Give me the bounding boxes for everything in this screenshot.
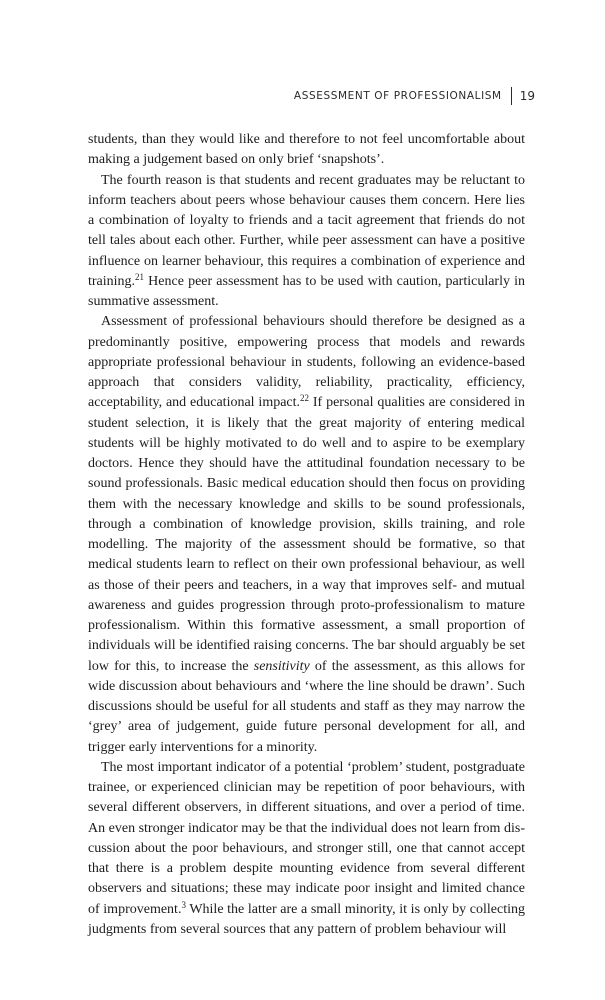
- paragraph-text: If personal qualities are considered in student selection, it is likely that the great majority of entering medical students will be highly motivated to do well and to aspire to be exemplary doctors. Hence they should have the attitudinal foundation necessary to be sound professionals. Basic medical education should then focus on providing them with the necessary knowledge and skills to be sound professionals, through a combination of knowledge provision, skills training, and role modelling. The majority of the assessment should be formative, so that medical students learn to reflect on their own professional behaviour, as well as those of their peers and teachers, in a way that improves self- and mutual awareness and guides progression through proto-professionalism to mature professionalism. Within this formative assessment, a small proportion of individuals will be identified raising concerns. The bar should arguably be set low for this, to increase the: [88, 395, 525, 674]
- paragraph-1: [88, 130, 525, 171]
- page-number: 19: [519, 89, 535, 103]
- paragraph-text: Assessment of professional behaviours should therefore be designed as a predominantly positive, empowering process that models and rewards appropriate professional behaviour in students, following an evidence-based approach that considers validity, reliability, practicality, efficiency, acceptability, and educational impact.: [88, 314, 525, 411]
- paragraph-text: While the latter are a small minority, it is only by collecting judgments from several sources that any pattern of problem behaviour will: [88, 901, 525, 937]
- running-head: [294, 86, 535, 106]
- paragraph-2: [88, 171, 525, 313]
- reference-superscript: 21: [135, 271, 145, 282]
- paragraph-text: students, than they would like and therefore to not feel uncomfortable about making a judgement based on only brief ‘snapshots’.: [88, 132, 525, 168]
- paragraph-text: of the assessment, as this allows for wide discussion about behaviours and ‘where the line should be drawn’. Such discussions should be useful for all students and staff as they may narrow the ‘grey’ area of judgement, guide future personal development for all, and trigger early interventions for a minority.: [88, 658, 526, 755]
- body-text: [88, 130, 525, 940]
- running-head-title: ASSESSMENT OF PROFESSIONALISM: [293, 90, 502, 102]
- paragraph-text: The fourth reason is that students and recent graduates may be reluctant to inform teachers about peers whose behaviour causes them concern. Here lies a combination of loyalty to friends and a tacit agreement that friends do not tell tales about each other. Further, while peer assessment can have a positive influence on learner behaviour, this requires a combination of experience and training.: [88, 172, 525, 289]
- emphasized-term: sensitivity: [253, 658, 310, 674]
- paragraph-text: Hence peer assessment has to be used with caution, particularly in summative assessment.: [88, 273, 525, 309]
- paragraph-4: [88, 758, 525, 940]
- paragraph-3: [88, 312, 525, 758]
- reference-superscript: 22: [300, 393, 310, 404]
- reference-superscript: 3: [181, 899, 186, 910]
- paragraph-text: The most important indicator of a potential ‘problem’ student, postgraduate trainee, or experienced clinician may be repetition of poor behaviours, with several different observers, in different situations, and over a period of time. An even stronger indicator may be that the individual does not learn from discussion about the poor behaviours, and stronger still, one that cannot accept that there is a problem despite mounting evidence from several different observers and situations; these may indicate poor insight and limited chance of improvement.: [88, 759, 525, 917]
- running-head-divider: [511, 87, 512, 105]
